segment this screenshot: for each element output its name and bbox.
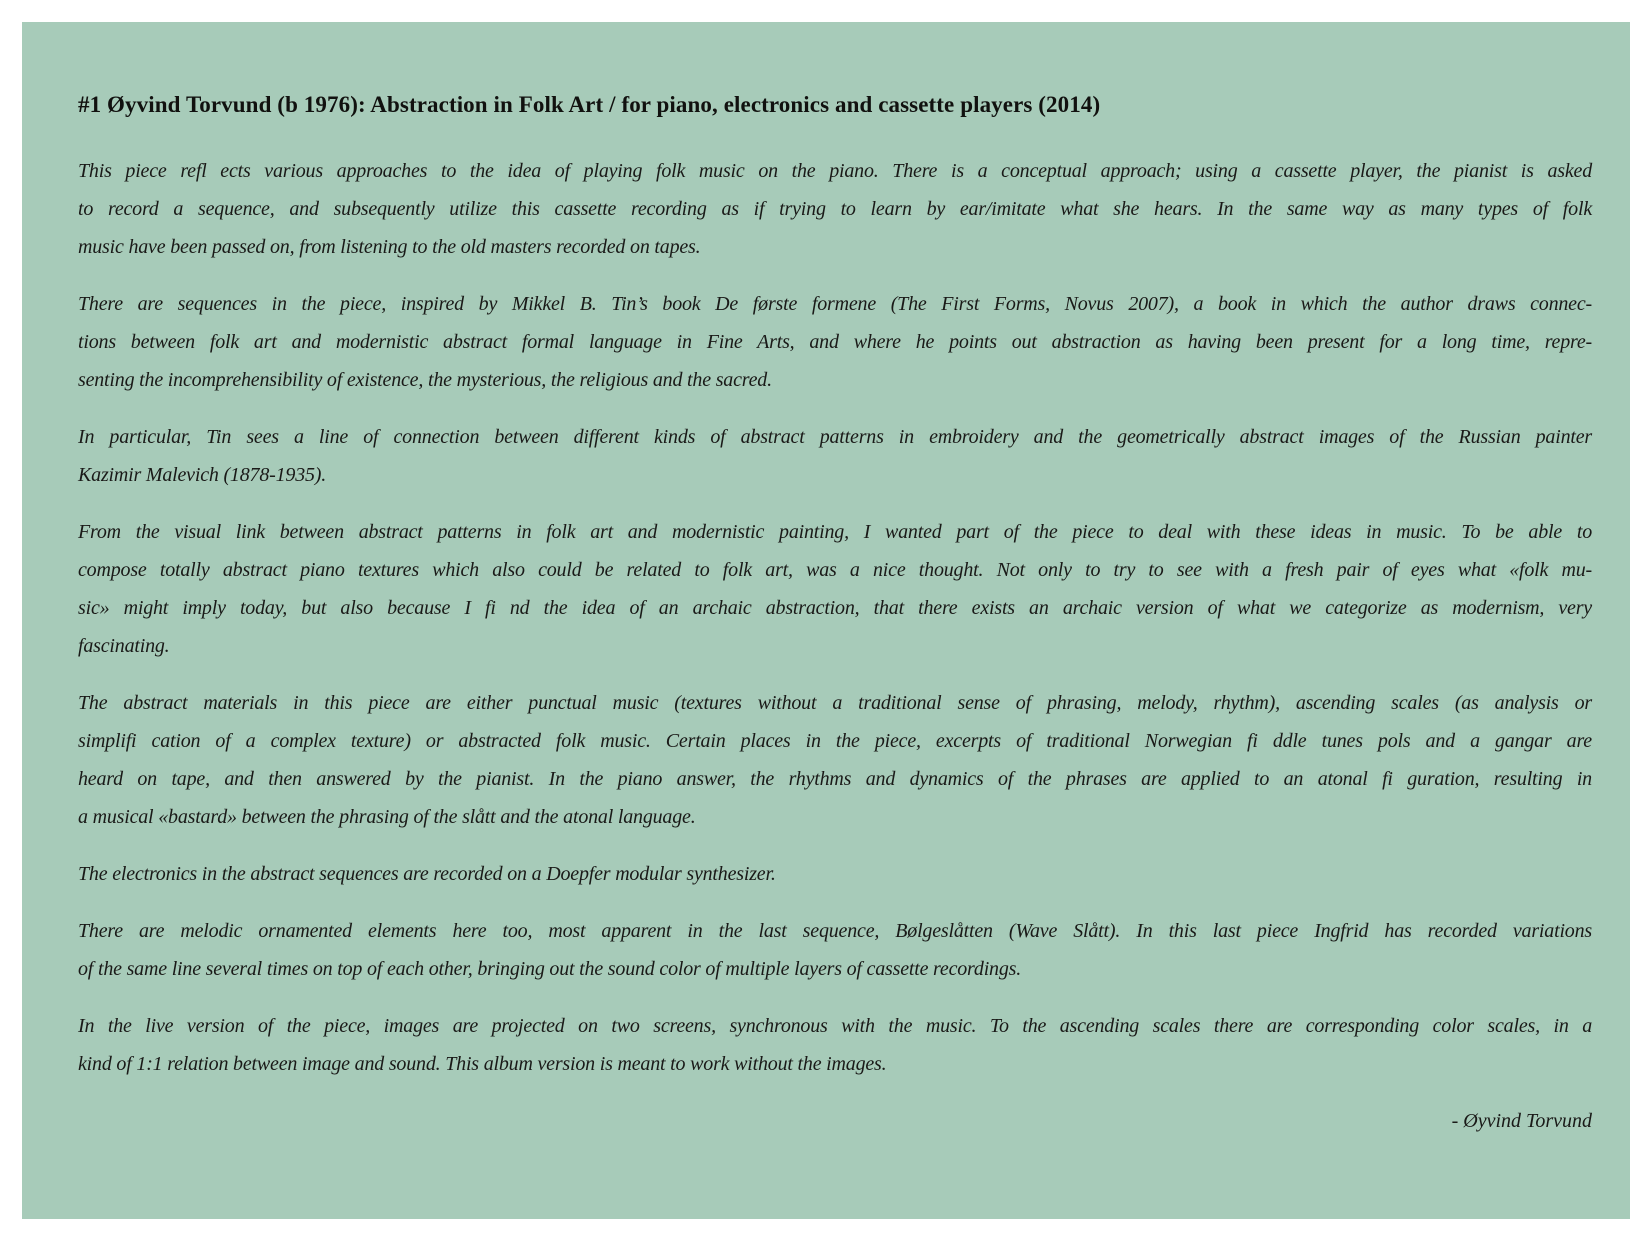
paragraph — [78, 513, 1592, 665]
text-line: sic» might imply today, but also because I fi nd the idea of an archaic abstraction, that there exists an archaic version of what we categorize as modernism, very — [78, 597, 1592, 619]
text-line: fascinating. — [78, 635, 170, 657]
paragraph — [78, 1007, 1592, 1083]
text-line: The abstract materials in this piece are either punctual music (textures without a traditional sense of phrasing, melody, rhythm), ascending scales (as analysis or — [78, 692, 1592, 714]
paragraph — [78, 855, 1592, 893]
text-line: senting the incomprehensibility of existence, the mysterious, the religious and the sacred. — [78, 369, 772, 391]
paragraph — [78, 684, 1592, 836]
text-line: compose totally abstract piano textures which also could be related to folk art, was a nice thought. Not only to try to see with a fresh pair of eyes what «folk mu- — [78, 559, 1592, 581]
paragraph — [78, 418, 1592, 494]
page-title: #1 Øyvind Torvund (b 1976): Abstraction in Folk Art / for piano, electronics and cassette players (2014) — [78, 92, 1101, 117]
paragraphs — [78, 152, 1592, 1083]
text-line: From the visual link between abstract patterns in folk art and modernistic painting, I wanted part of the piece to deal with these ideas in music. To be able to — [78, 521, 1592, 543]
text-line: music have been passed on, from listening to the old masters recorded on tapes. — [78, 236, 701, 258]
text-line: heard on tape, and then answered by the pianist. In the piano answer, the rhythms and dynamics of the phrases are applied to an atonal fi guration, resulting in — [78, 768, 1592, 790]
text-line: simplifi cation of a complex texture) or abstracted folk music. Certain places in the piece, excerpts of traditional Norwegian fi ddle tunes pols and a gangar are — [78, 730, 1592, 752]
paragraph — [78, 285, 1592, 399]
text-line: In particular, Tin sees a line of connection between different kinds of abstract patterns in embroidery and the geometrically abstract images of the Russian painter — [78, 426, 1592, 448]
paragraph — [78, 152, 1592, 266]
paragraph — [78, 912, 1592, 988]
text-line: This piece refl ects various approaches to the idea of playing folk music on the piano. There is a conceptual approach; using a cassette player, the pianist is asked — [78, 160, 1592, 182]
text-line: Kazimir Malevich (1878-1935). — [78, 464, 327, 486]
text-line: In the live version of the piece, images are projected on two screens, synchronous with the music. To the ascending scales there are corresponding color scales, in a — [78, 1015, 1592, 1037]
green-text-panel — [22, 22, 1630, 1219]
text-line: kind of 1:1 relation between image and sound. This album version is meant to work without the images. — [78, 1053, 887, 1075]
text-line: of the same line several times on top of each other, bringing out the sound color of multiple layers of cassette recordings. — [78, 958, 1022, 980]
author-signature: - Øyvind Torvund — [1451, 1110, 1592, 1132]
text-line: There are sequences in the piece, inspired by Mikkel B. Tin’s book De første formene (The First Forms, Novus 2007), a book in which the author draws connec- — [78, 293, 1592, 315]
text-line: tions between folk art and modernistic abstract formal language in Fine Arts, and where he points out abstraction as having been present for a long time, repre- — [78, 331, 1592, 353]
text-line: The electronics in the abstract sequences are recorded on a Doepfer modular synthesizer. — [78, 863, 776, 885]
text-line: to record a sequence, and subsequently utilize this cassette recording as if trying to learn by ear/imitate what she hears. In the same way as many types of folk — [78, 198, 1592, 220]
text-line: There are melodic ornamented elements here too, most apparent in the last sequence, Bølgeslåtten (Wave Slått). In this last piece Ingfrid has recorded variations — [78, 920, 1592, 942]
text-line: a musical «bastard» between the phrasing of the slått and the atonal language. — [78, 806, 696, 828]
